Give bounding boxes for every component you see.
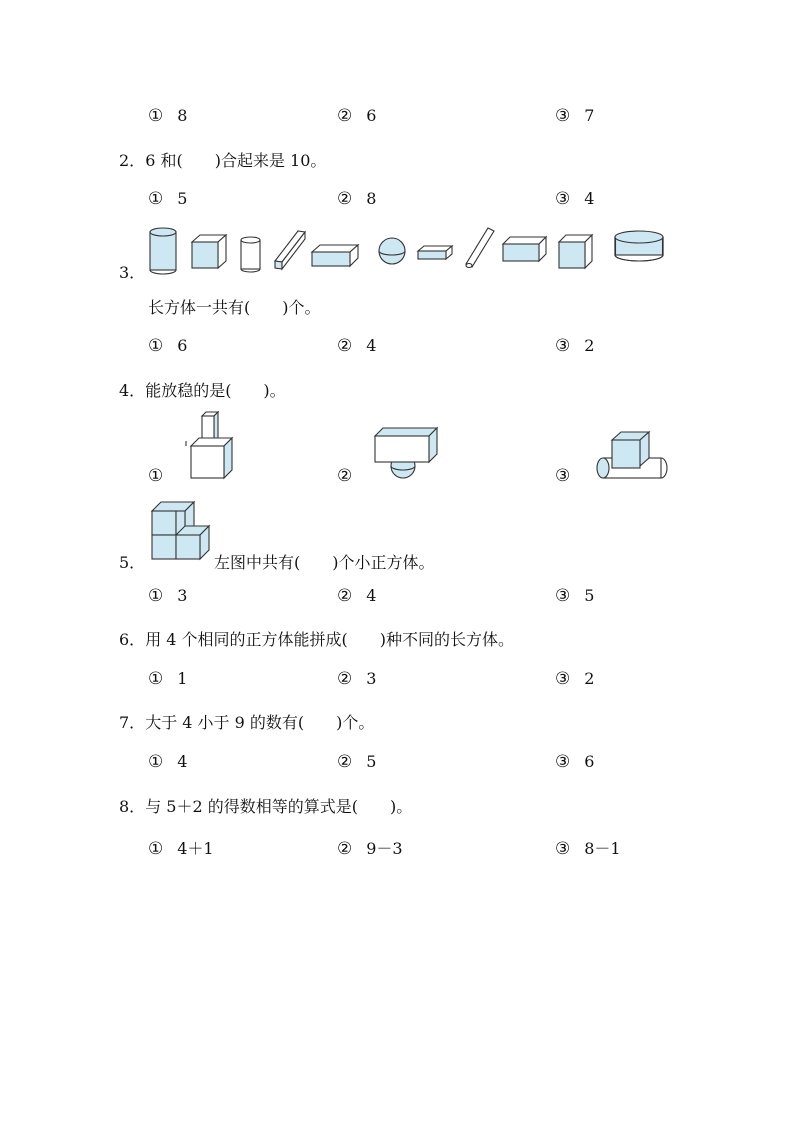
- small-cuboid-icon: [418, 246, 452, 259]
- q4-option-3[interactable]: ③: [555, 466, 571, 486]
- q8-question: 8．与 5＋2 的得数相等的算式是( )。: [119, 797, 413, 816]
- q3-shapes-figure: [140, 220, 670, 276]
- q4-figure-3: [592, 428, 668, 486]
- q2-question: 2．6 和( )合起来是 10。: [119, 151, 327, 170]
- q5-question: 左图中共有( )个小正方体。: [214, 553, 435, 572]
- cube-icon: [559, 235, 592, 268]
- q5-option-2[interactable]: ② 4: [337, 586, 377, 606]
- q4-figure-2: [370, 422, 444, 488]
- q1-option-2[interactable]: ② 6: [337, 106, 377, 126]
- rod-icon: [466, 228, 494, 268]
- q4-question: 4．能放稳的是( )。: [119, 381, 286, 400]
- q4-figure-1: [180, 408, 240, 482]
- q2-option-2[interactable]: ② 8: [337, 189, 377, 209]
- q2-option-1[interactable]: ① 5: [148, 189, 188, 209]
- cylinder-icon: [241, 237, 260, 272]
- q5-option-3[interactable]: ③ 5: [555, 586, 595, 606]
- q5-option-1[interactable]: ① 3: [148, 586, 188, 606]
- cylinder-icon: [150, 228, 176, 274]
- q1-option-1[interactable]: ① 8: [148, 106, 188, 126]
- disc-cylinder-icon: [615, 231, 663, 261]
- stacked-block-icon: [186, 412, 232, 478]
- q2-option-3[interactable]: ③ 4: [555, 189, 595, 209]
- q8-option-2[interactable]: ② 9－3: [337, 839, 403, 859]
- cube-on-cylinder-icon: [597, 432, 667, 478]
- q6-option-2[interactable]: ② 3: [337, 669, 377, 689]
- q1-option-3[interactable]: ③ 7: [555, 106, 595, 126]
- q3-option-1[interactable]: ① 6: [148, 336, 188, 356]
- cubes-stack-icon: [152, 502, 209, 559]
- sphere-icon: [379, 238, 405, 264]
- q4-option-2[interactable]: ②: [337, 466, 353, 486]
- q7-question: 7．大于 4 小于 9 的数有( )个。: [119, 713, 375, 732]
- q3-option-3[interactable]: ③ 2: [555, 336, 595, 356]
- flat-cuboid-icon: [312, 245, 358, 266]
- q6-option-1[interactable]: ① 1: [148, 669, 188, 689]
- q7-option-2[interactable]: ② 5: [337, 752, 377, 772]
- q8-option-3[interactable]: ③ 8－1: [555, 839, 621, 859]
- q3-option-2[interactable]: ② 4: [337, 336, 377, 356]
- q7-option-3[interactable]: ③ 6: [555, 752, 595, 772]
- cube-icon: [192, 235, 226, 268]
- q4-option-1[interactable]: ①: [148, 466, 164, 486]
- q8-option-1[interactable]: ① 4＋1: [148, 839, 214, 859]
- q5-number: 5．: [119, 553, 146, 572]
- cuboid-icon: [503, 237, 546, 261]
- rod-icon: [275, 231, 305, 269]
- box-on-ball-icon: [375, 428, 437, 478]
- q6-question: 6．用 4 个相同的正方体能拼成( )种不同的长方体。: [119, 630, 515, 649]
- q7-option-1[interactable]: ① 4: [148, 752, 188, 772]
- q6-option-3[interactable]: ③ 2: [555, 669, 595, 689]
- q3-number: 3．: [119, 263, 146, 282]
- q5-cubes-figure: [146, 493, 214, 565]
- q3-question: 长方体一共有( )个。: [148, 298, 321, 317]
